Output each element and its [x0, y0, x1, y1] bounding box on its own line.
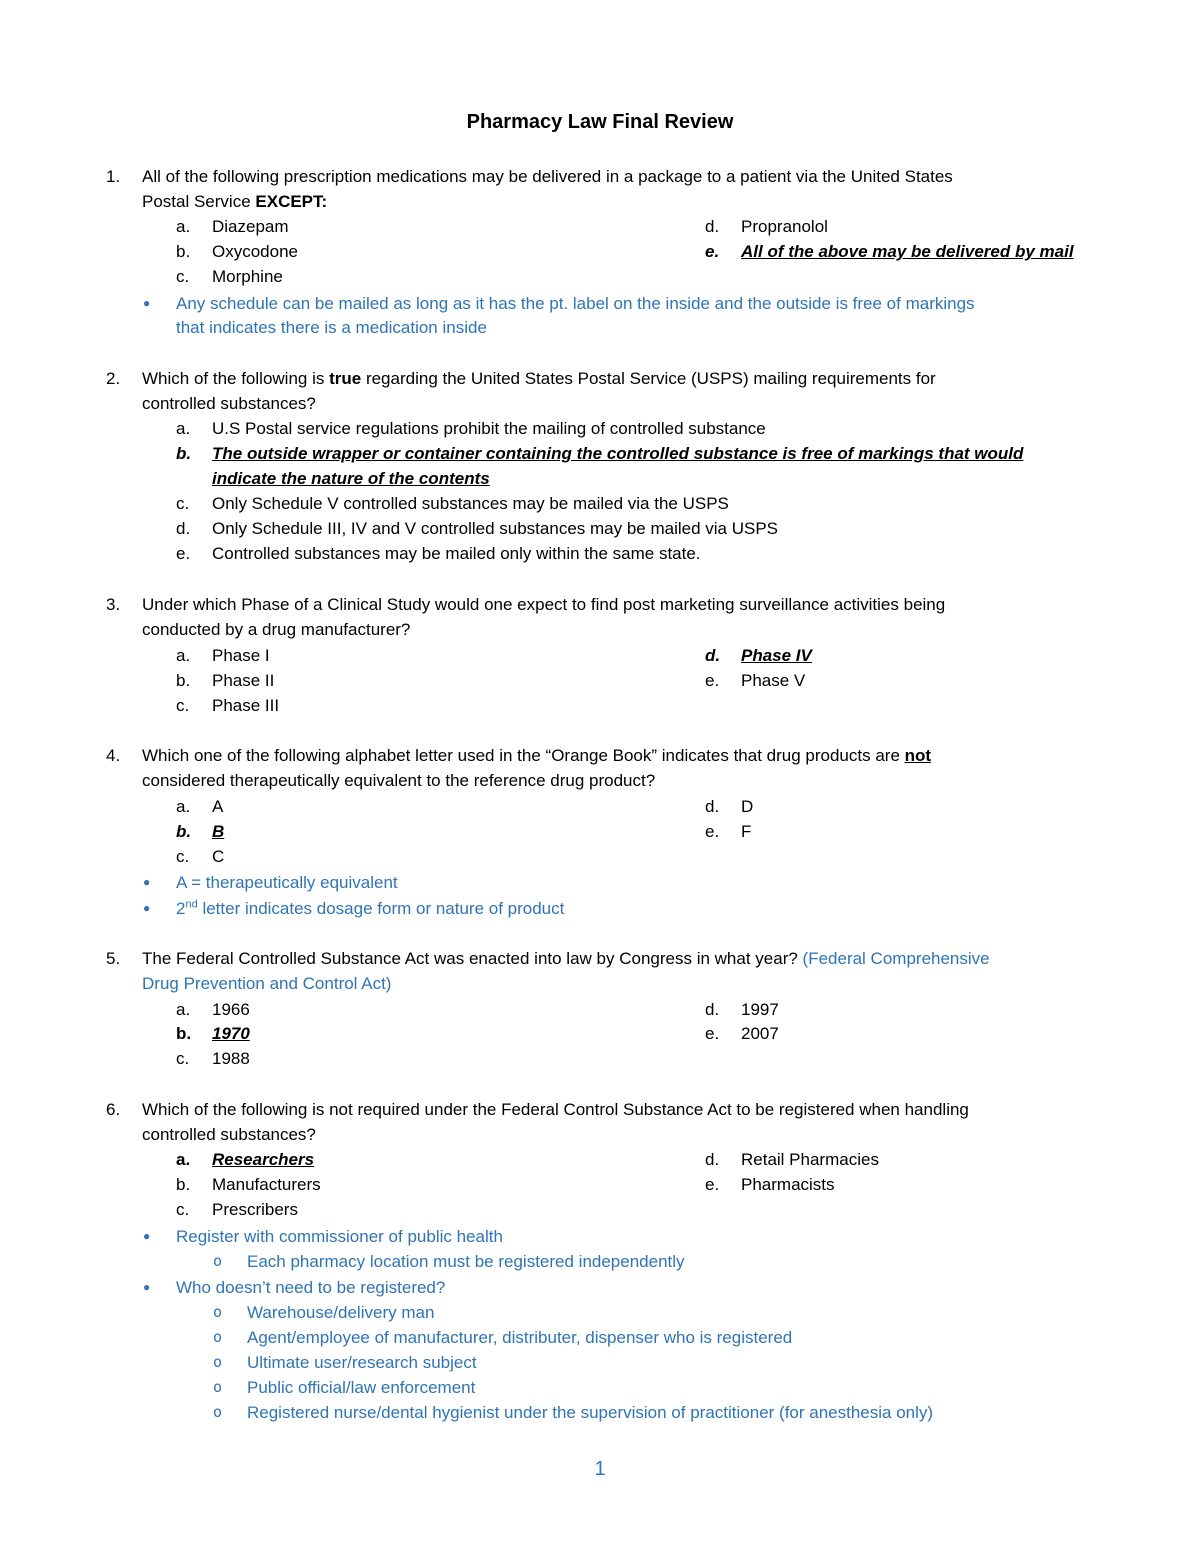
- option-letter: a.: [176, 419, 191, 438]
- sub-bullet-icon: o: [213, 1353, 223, 1371]
- sub-bullet-icon: o: [213, 1303, 223, 1321]
- option-text: Only Schedule V controlled substances may be mailed via the USPS: [212, 494, 729, 513]
- option-letter: e.: [705, 1024, 720, 1043]
- option-letter: e.: [705, 671, 720, 690]
- option-letter: d.: [705, 1150, 720, 1169]
- bullet-icon: ●: [143, 1280, 151, 1294]
- question-number: 2.: [106, 369, 121, 388]
- option-text: Controlled substances may be mailed only within the same state.: [212, 544, 701, 563]
- option-letter: d.: [705, 1000, 720, 1019]
- answer-letter: e.: [705, 242, 720, 261]
- option-text: Prescribers: [212, 1200, 298, 1219]
- option-text: Morphine: [212, 267, 283, 286]
- question-text: considered therapeutically equivalent to the reference drug product?: [142, 771, 656, 790]
- question-text: Which of the following is not required under the Federal Control Substance Act to be registered when handling: [142, 1100, 969, 1119]
- option-letter: c.: [176, 847, 190, 866]
- option-letter: a.: [176, 646, 191, 665]
- page-number: 1: [594, 1458, 606, 1480]
- question-text: controlled substances?: [142, 1125, 316, 1144]
- answer-letter: d.: [705, 646, 721, 665]
- question-text: Which one of the following alphabet letter used in the “Orange Book” indicates that drug products are not: [142, 746, 932, 765]
- question-number: 4.: [106, 746, 121, 765]
- question-number: 3.: [106, 595, 121, 614]
- option-text: Phase III: [212, 696, 280, 715]
- option-text: Pharmacists: [741, 1175, 835, 1194]
- answer-letter: a.: [176, 1150, 191, 1169]
- option-letter: d.: [705, 217, 720, 236]
- option-text: 1988: [212, 1049, 250, 1068]
- bullet-icon: ●: [143, 875, 151, 889]
- option-letter: d.: [176, 519, 191, 538]
- answer-text: All of the above may be delivered by mail: [741, 242, 1074, 261]
- note-text: Register with commissioner of public health: [176, 1227, 503, 1246]
- option-text: F: [741, 822, 752, 841]
- sub-bullet-icon: o: [213, 1328, 223, 1346]
- option-text: D: [741, 797, 754, 816]
- option-text: Diazepam: [212, 217, 289, 236]
- option-letter: c.: [176, 696, 190, 715]
- option-letter: c.: [176, 1049, 190, 1068]
- option-letter: c.: [176, 494, 190, 513]
- question-text: controlled substances?: [142, 394, 316, 413]
- option-text: C: [212, 847, 225, 866]
- option-letter: a.: [176, 217, 191, 236]
- option-letter: e.: [705, 1175, 720, 1194]
- sub-note-text: Registered nurse/dental hygienist under the supervision of practitioner (for anesthesia only): [247, 1403, 934, 1422]
- note-text: Who doesn’t need to be registered?: [176, 1278, 446, 1297]
- bullet-icon: ●: [143, 901, 151, 915]
- answer-letter: b.: [176, 822, 192, 841]
- option-text: Oxycodone: [212, 242, 298, 261]
- question-text: All of the following prescription medications may be delivered in a package to a patient via the United States: [142, 167, 953, 186]
- note-text: 2nd letter indicates dosage form or nature of product: [176, 898, 565, 918]
- answer-text: 1970: [212, 1024, 250, 1043]
- note-text: Any schedule can be mailed as long as it has the pt. label on the inside and the outside is free of markings: [176, 294, 975, 313]
- answer-text: B: [212, 822, 225, 841]
- sub-bullet-icon: o: [213, 1403, 223, 1421]
- option-text: Phase V: [741, 671, 806, 690]
- question-text: The Federal Controlled Substance Act was enacted into law by Congress in what year? (Federal Comprehensive: [142, 949, 990, 968]
- page-title: Pharmacy Law Final Review: [466, 111, 734, 133]
- option-text: Phase I: [212, 646, 270, 665]
- option-letter: a.: [176, 797, 191, 816]
- option-text: A: [212, 797, 224, 816]
- option-letter: c.: [176, 267, 190, 286]
- answer-text: Phase IV: [741, 646, 812, 665]
- sub-note-text: Warehouse/delivery man: [247, 1303, 435, 1322]
- option-letter: d.: [705, 797, 720, 816]
- question-note: Drug Prevention and Control Act): [142, 974, 392, 993]
- sub-note-text: Public official/law enforcement: [247, 1378, 476, 1397]
- answer-text: indicate the nature of the contents: [212, 469, 490, 488]
- sub-bullet-icon: o: [213, 1252, 223, 1270]
- option-text: U.S Postal service regulations prohibit the mailing of controlled substance: [212, 419, 766, 438]
- question-number: 1.: [106, 167, 121, 186]
- note-text: A = therapeutically equivalent: [176, 873, 398, 892]
- option-text: 2007: [741, 1024, 779, 1043]
- option-letter: b.: [176, 1175, 191, 1194]
- option-text: Propranolol: [741, 217, 828, 236]
- option-text: Retail Pharmacies: [741, 1150, 879, 1169]
- sub-bullet-icon: o: [213, 1378, 223, 1396]
- answer-letter: b.: [176, 1024, 192, 1043]
- sub-note-text: Ultimate user/research subject: [247, 1353, 477, 1372]
- question-number: 6.: [106, 1100, 121, 1119]
- option-letter: b.: [176, 242, 191, 261]
- question-text: conducted by a drug manufacturer?: [142, 620, 411, 639]
- option-letter: b.: [176, 671, 191, 690]
- answer-text: The outside wrapper or container containing the controlled substance is free of markings that would: [212, 444, 1024, 463]
- note-text: that indicates there is a medication inside: [176, 318, 487, 337]
- option-text: 1966: [212, 1000, 250, 1019]
- question-number: 5.: [106, 949, 121, 968]
- question-text: Postal Service EXCEPT:: [142, 192, 328, 211]
- sub-note-text: Agent/employee of manufacturer, distributer, dispenser who is registered: [247, 1328, 793, 1347]
- bullet-icon: ●: [143, 296, 151, 310]
- sub-note-text: Each pharmacy location must be registered independently: [247, 1252, 685, 1271]
- option-text: Manufacturers: [212, 1175, 321, 1194]
- option-text: Phase II: [212, 671, 275, 690]
- option-letter: a.: [176, 1000, 191, 1019]
- option-letter: e.: [705, 822, 720, 841]
- option-letter: c.: [176, 1200, 190, 1219]
- bullet-icon: ●: [143, 1229, 151, 1243]
- option-text: Only Schedule III, IV and V controlled substances may be mailed via USPS: [212, 519, 779, 538]
- answer-text: Researchers: [212, 1150, 315, 1169]
- answer-letter: b.: [176, 444, 192, 463]
- option-letter: e.: [176, 544, 191, 563]
- question-text: Which of the following is true regarding the United States Postal Service (USPS) mailing requirements for: [142, 369, 936, 388]
- option-text: 1997: [741, 1000, 779, 1019]
- question-text: Under which Phase of a Clinical Study would one expect to find post marketing surveillance activities being: [142, 595, 946, 614]
